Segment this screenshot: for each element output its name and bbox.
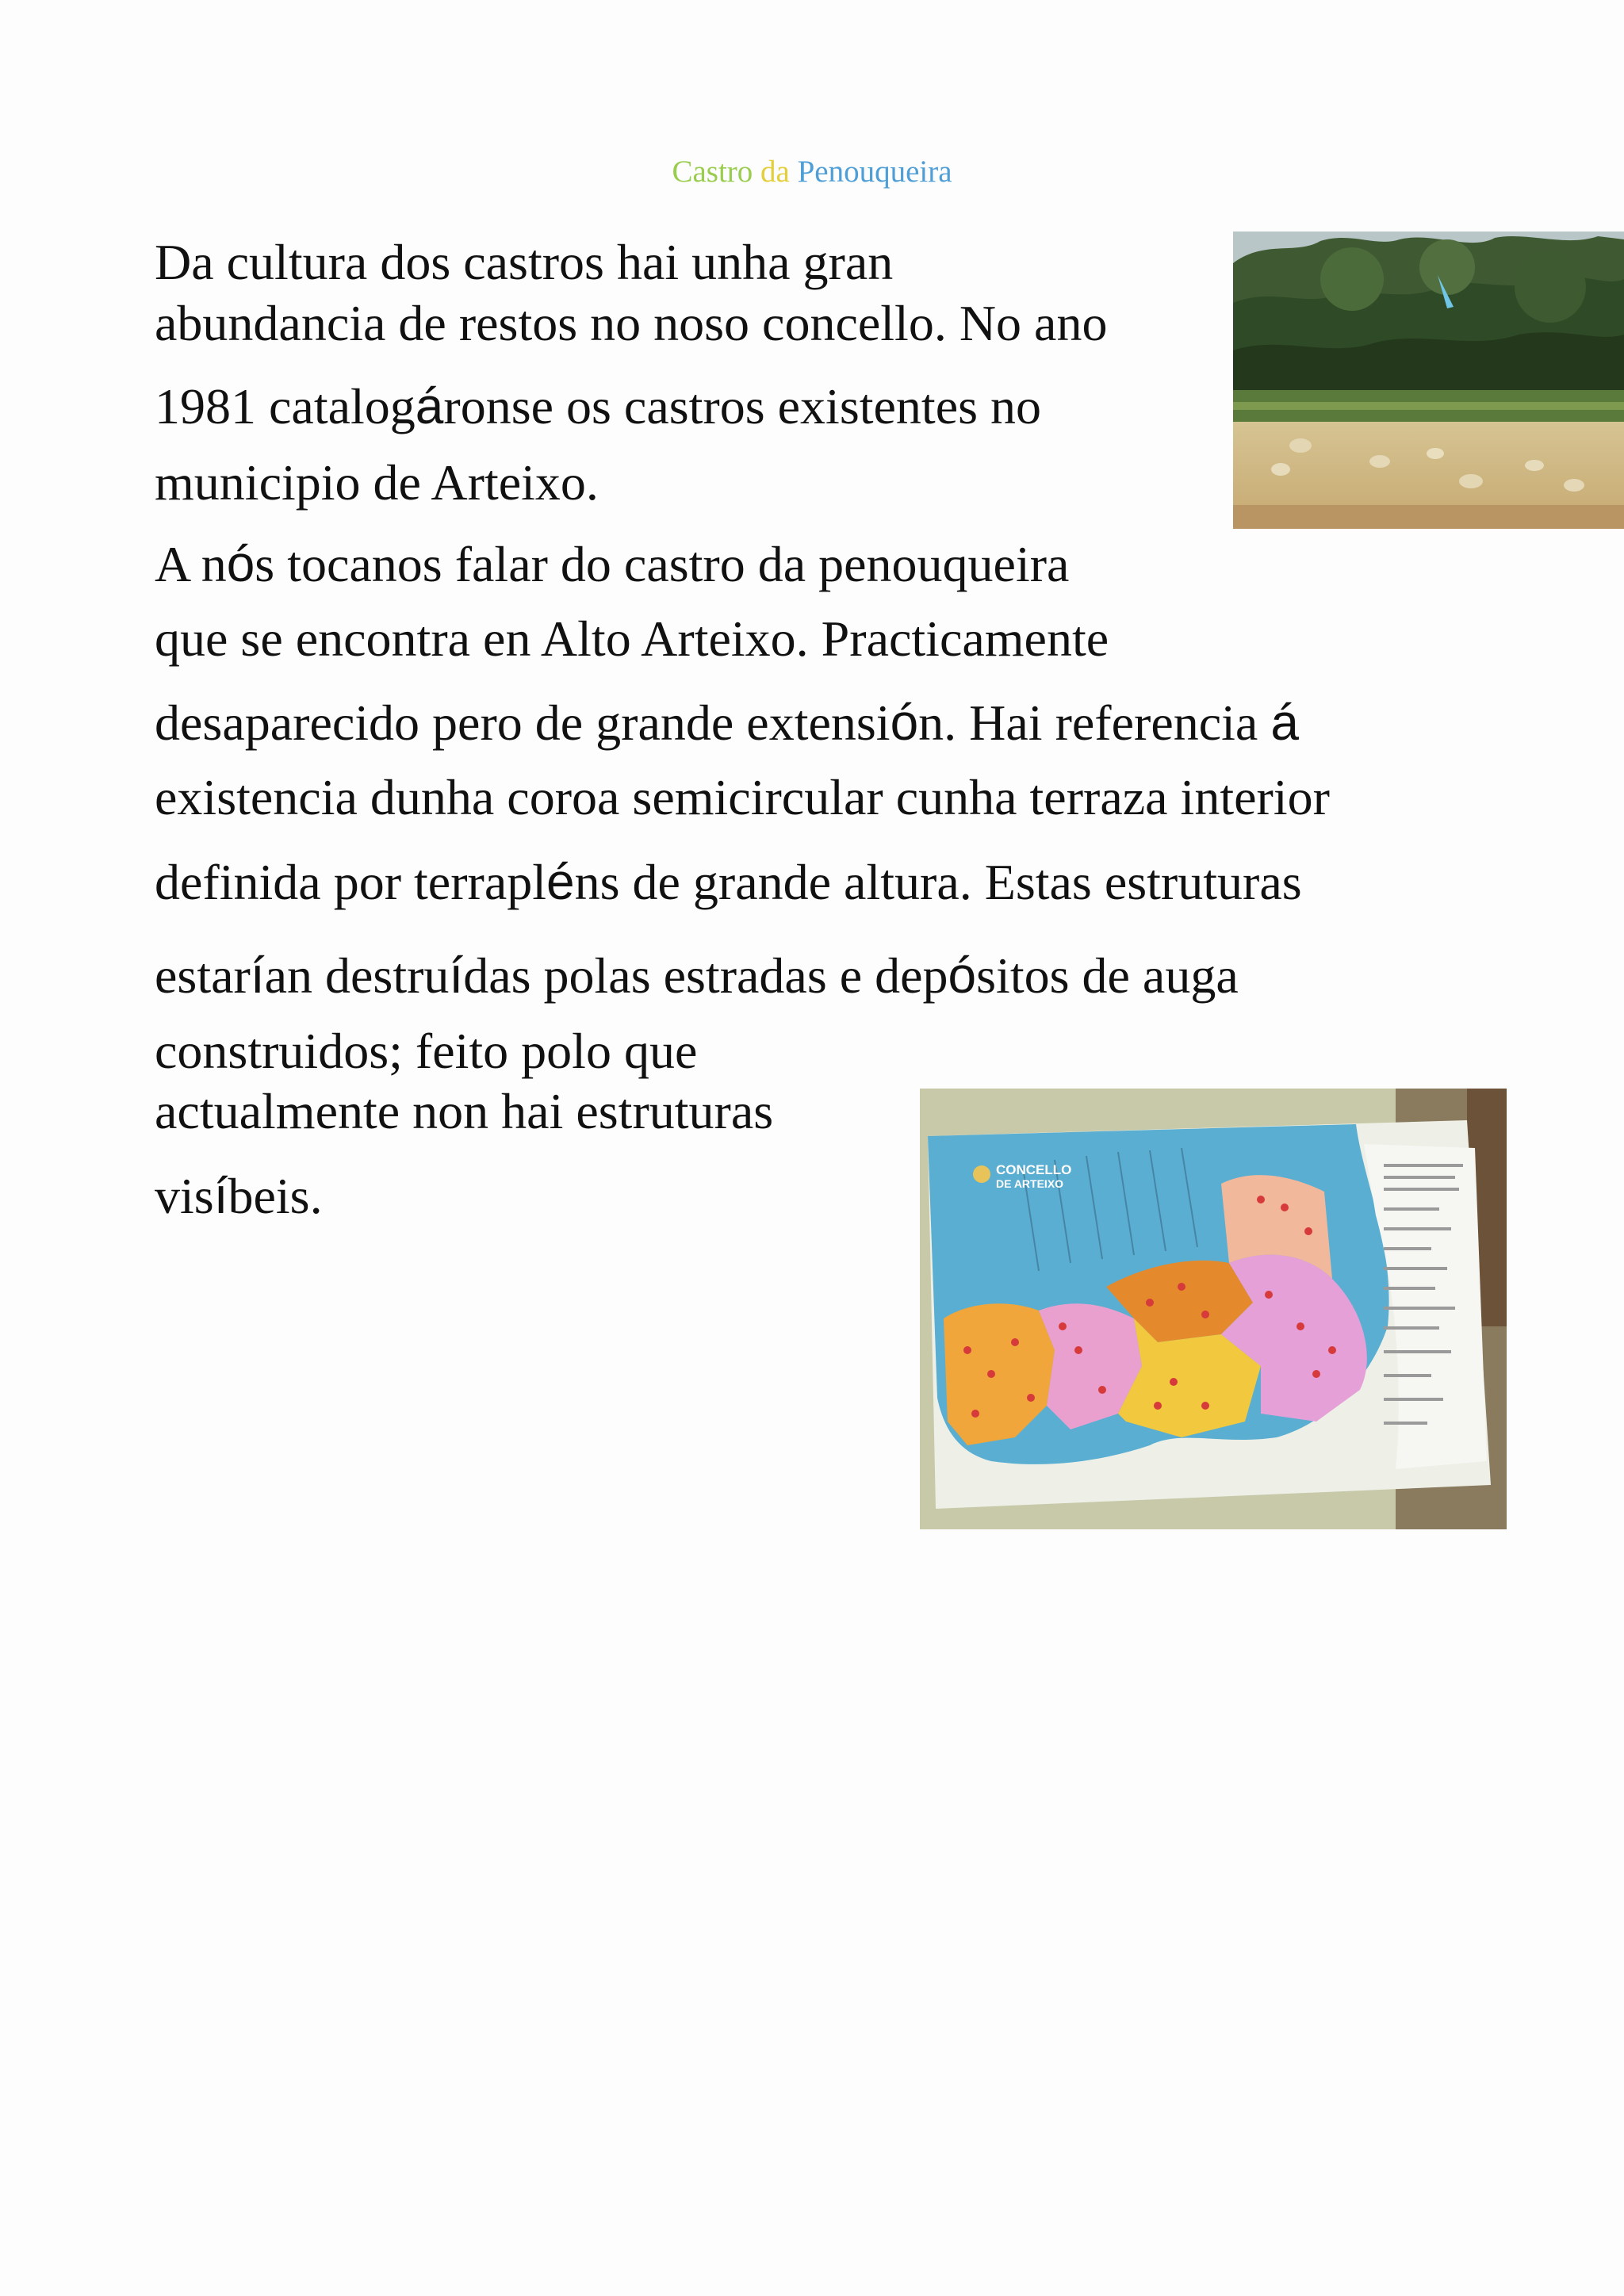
map-title-line1: CONCELLO	[996, 1162, 1072, 1177]
map-title-line2: DE ARTEIXO	[996, 1177, 1064, 1190]
text-line: abundancia de restos no noso concello. No ano	[155, 295, 1108, 351]
text-line: construidos; feito polo que	[155, 1023, 698, 1079]
page-title	[0, 153, 1624, 191]
text-line: visíbeis.	[155, 1167, 323, 1224]
text-line: que se encontra en Alto Arteixo. Practicamente	[155, 610, 1109, 667]
title-word-castro: Castro	[672, 155, 753, 189]
text-line: actualmente non hai estruturas	[155, 1083, 774, 1139]
text-line: municipio de Arteixo.	[155, 454, 599, 511]
castro-landscape-photo	[1233, 232, 1624, 529]
text-line: 1981 catalogáronse os castros existentes no	[155, 377, 1041, 434]
text-line: Da cultura dos castros hai unha gran	[155, 234, 894, 290]
text-line: existencia dunha coroa semicircular cunha terraza interior	[155, 769, 1330, 825]
text-line: desaparecido pero de grande extensión. Hai referencia á	[155, 694, 1299, 751]
title-word-da: da	[760, 155, 790, 189]
concello-map-photo	[920, 1089, 1507, 1529]
text-line: A nós tocanos falar do castro da penouqueira	[155, 535, 1070, 592]
text-line: estarían destruídas polas estradas e depósitos de auga	[155, 947, 1239, 1004]
text-line: definida por terrapléns de grande altura. Estas estruturas	[155, 853, 1302, 910]
title-word-penouqueira: Penouqueira	[797, 155, 952, 189]
